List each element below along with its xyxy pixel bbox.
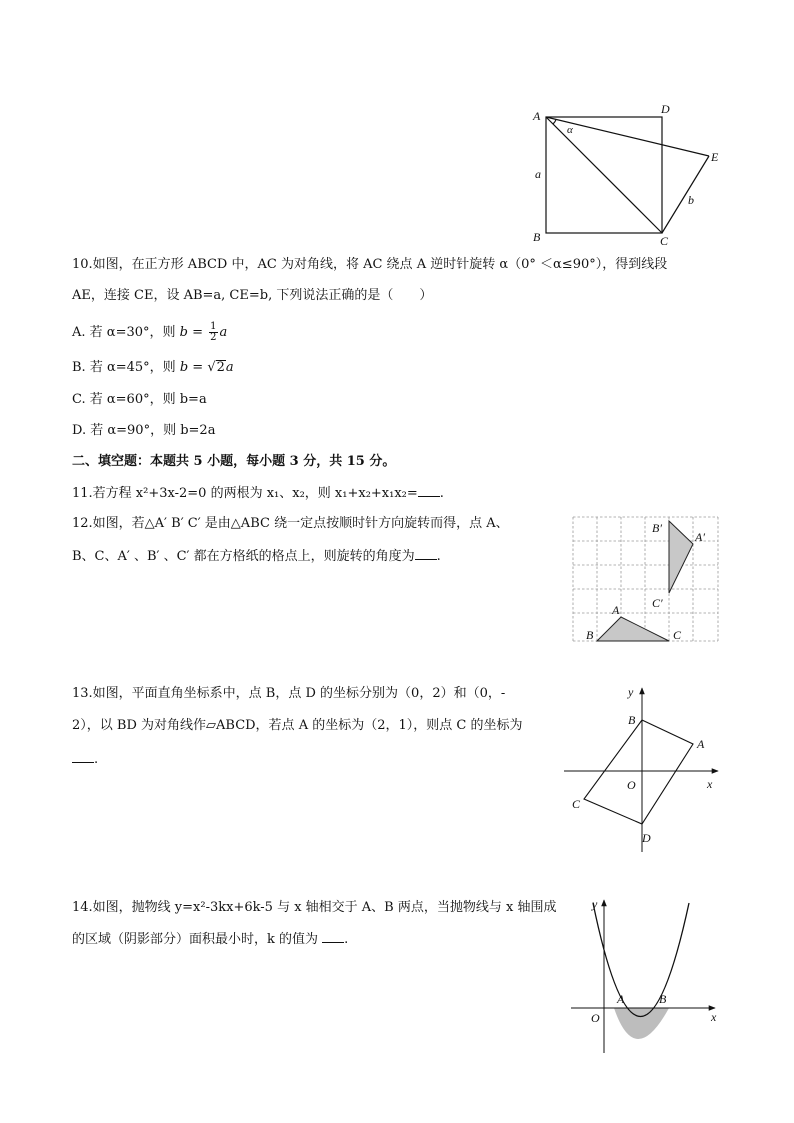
label-b: B: [628, 713, 636, 727]
q11-stem: 11.若方程 x²+3x-2=0 的两根为 x₁、x₂，则 x₁+x₂+x₁x₂=: [72, 486, 418, 501]
label-x: x: [707, 777, 713, 791]
q14-stem-line2-text: 的区域（阴影部分）面积最小时，k 的值为: [72, 932, 319, 947]
parallelogram-abcd: [584, 720, 693, 824]
label-a: A: [612, 603, 620, 617]
q12-answer-blank[interactable]: [415, 547, 437, 560]
label-alpha: α: [567, 124, 573, 136]
label-c1: C′: [652, 596, 663, 610]
label-y: y: [628, 685, 634, 699]
shaded-region: [614, 1008, 669, 1039]
q14-parabola-figure: [565, 895, 730, 1057]
parabola-curve: [593, 903, 689, 1017]
q11-stem-end: .: [439, 486, 444, 501]
label-a: A: [617, 992, 625, 1006]
q13-stem-line3: [72, 750, 98, 769]
label-e-vertex: E: [711, 150, 719, 164]
segment-ae: [546, 117, 709, 156]
fraction-numerator: 1: [210, 321, 217, 332]
q10-option-c: C. 若 α=60°，则 b=a: [72, 392, 207, 407]
label-side-a: a: [535, 167, 541, 181]
section-2-heading: 二、填空题：本题共 5 小题，每小题 3 分，共 15 分。: [72, 454, 396, 469]
label-y: y: [592, 897, 598, 911]
q13-coordinate-figure: [560, 682, 730, 857]
label-b: B: [659, 992, 667, 1006]
label-side-b: b: [688, 193, 694, 207]
q13-stem-end: .: [94, 752, 99, 767]
label-b1: B′: [652, 521, 662, 535]
sqrt-icon: √: [207, 360, 216, 375]
label-c: C: [673, 628, 682, 642]
label-b: B: [586, 628, 594, 642]
label-a: A: [697, 737, 705, 751]
q10-option-a-fraction: [209, 322, 217, 343]
q12-stem-line2: [72, 547, 441, 566]
label-o: O: [591, 1011, 600, 1025]
angle-alpha-arc: [553, 120, 556, 125]
q12-stem-line2-text: B、C、A′ 、B′ 、C′ 都在方格纸的格点上，则旋转的角度为: [72, 549, 415, 564]
fraction-denominator: 2: [210, 332, 217, 343]
q14-stem-line1: 14.如图，抛物线 y=x²-3kx+6k-5 与 x 轴相交于 A、B 两点，当抛物线与 x 轴围成: [72, 900, 557, 915]
label-o: O: [627, 778, 636, 792]
q13-answer-blank[interactable]: [72, 750, 94, 763]
q10-stem-line2: AE，连接 CE，设 AB=a, CE=b, 下列说法正确的是（ ）: [72, 288, 433, 303]
q10-option-a-lhs: b =: [179, 325, 203, 340]
q14-stem-end: .: [344, 932, 349, 947]
q13-stem-line2: 2），以 BD 为对角线作▱ABCD，若点 A 的坐标为（2，1），则点 C 的坐标为: [72, 718, 523, 733]
q11-answer-blank[interactable]: [418, 484, 440, 497]
label-c: C: [572, 797, 581, 811]
q14-stem-line2: [72, 930, 348, 949]
q10-stem-line1: 10.如图，在正方形 ABCD 中，AC 为对角线，将 AC 绕点 A 逆时针旋转 α（0° ＜α≤90°），得到线段: [72, 257, 668, 272]
q10-option-a: [72, 322, 227, 343]
q10-square-figure: [525, 100, 725, 250]
q10-option-b-var: a: [225, 360, 234, 375]
q10-option-a-prefix: A. 若 α=30°，则: [72, 325, 176, 340]
segment-ce: [662, 156, 709, 233]
q10-option-b: [72, 359, 234, 377]
label-d: D: [642, 831, 651, 845]
q11-text: [72, 484, 444, 503]
q10-option-a-var: a: [219, 325, 228, 340]
q12-grid-figure: [572, 516, 722, 644]
q10-option-d: D. 若 α=90°，则 b=2a: [72, 423, 216, 438]
q14-answer-blank[interactable]: [322, 930, 344, 943]
q12-stem-line1: 12.如图，若△A′ B′ C′ 是由△ABC 绕一定点按顺时针方向旋转而得，点 A、: [72, 516, 509, 531]
label-a-vertex: A: [533, 109, 541, 123]
label-x: x: [711, 1010, 717, 1024]
label-d-vertex: D: [661, 102, 670, 116]
diagonal-ac: [546, 117, 662, 233]
triangle-a1b1c1: [669, 521, 693, 593]
q12-stem-end: .: [436, 549, 441, 564]
label-a1: A′: [695, 530, 705, 544]
q10-option-b-radicand: 2: [216, 360, 225, 375]
q10-option-b-prefix: B. 若 α=45°，则: [72, 360, 176, 375]
triangle-abc: [597, 617, 669, 641]
q13-stem-line1: 13.如图，平面直角坐标系中，点 B，点 D 的坐标分别为（0，2）和（0，-: [72, 686, 506, 701]
label-c-vertex: C: [660, 234, 669, 248]
q10-option-b-lhs: b =: [179, 360, 204, 375]
label-b-vertex: B: [533, 230, 541, 244]
